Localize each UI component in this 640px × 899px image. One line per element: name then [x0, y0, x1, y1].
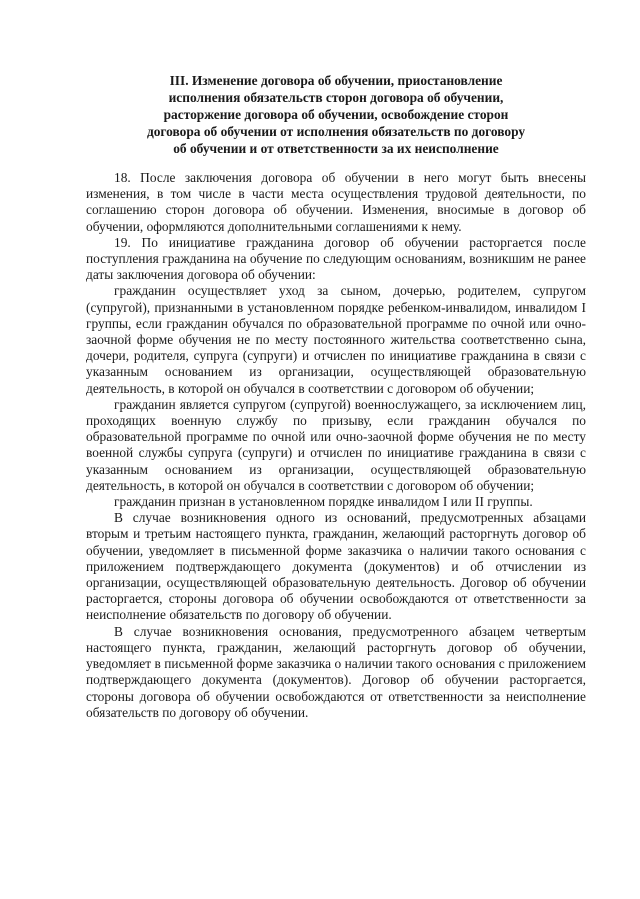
- title-line: исполнения обязательств сторон договора об обучении,: [168, 90, 504, 105]
- title-line: расторжение договора об обучении, освобождение сторон: [163, 107, 509, 122]
- paragraph-19-case-disability: гражданин признан в установленном порядке инвалидом I или II группы.: [114, 494, 533, 510]
- document-body: [86, 170, 586, 721]
- paragraph-19-case-spouse: гражданин является супругом (супругой) военнослужащего, за исключением лиц, проходящих военную службу по призыву, если гражданин обучался по образовательной программе по очной или очно-заочной форме обучения не по месту военной службы супруга (супруги) и отчислен по инициативе гражданина в связи с указанным основанием из организации, осуществляющей образовательную деятельность, в которой он обучался в соответствии с договором об обучении;: [86, 396, 586, 493]
- paragraph-19-case-care: гражданин осуществляет уход за сыном, дочерью, родителем, супругом (супругой), признанными в установленном порядке ребенком-инвалидом, инвалидом I группы, если гражданин обучался по образовательной программе по очной или очно-заочной форме обучения не по месту постоянного жительства соответственно сына, дочери, родителя, супруга (супруги) и отчислен по инициативе гражданина в связи с указанным основанием из организации, осуществляющей образовательную деятельность, в которой он обучался в соответствии с договором об обучении;: [86, 283, 586, 396]
- title-line: договора об обучении от исполнения обязательств по договору: [146, 124, 526, 139]
- paragraph-18: 18. После заключения договора об обучении в него могут быть внесены изменения, в том числе в части места осуществления трудовой деятельности, по соглашению сторон договора об обучении. Изменения, вносимые в договор об обучении, оформляются дополнительными соглашениями к нему.: [86, 170, 586, 234]
- paragraph-19-procedure-2: В случае возникновения основания, предусмотренного абзацем четвертым настоящего пункта, гражданин, желающий расторгнуть договор об обучении, уведомляет в письменной форме заказчика о наличии такого основания с приложением подтверждающего документа (документов). Договор об обучении расторгается, стороны договора об обучении освобождаются от ответственности за неисполнение обязательств по договору об обучении.: [86, 623, 586, 720]
- title-line: об обучении и от ответственности за их неисполнение: [173, 141, 499, 156]
- title-line: III. Изменение договора об обучении, приостановление: [169, 73, 503, 88]
- paragraph-19: 19. По инициативе гражданина договор об обучении расторгается после поступления гражданина на обучение по следующим основаниям, возникшим не ранее даты заключения договора об обучении:: [86, 234, 586, 283]
- section-title: [86, 72, 586, 157]
- paragraph-19-procedure-1: В случае возникновения одного из оснований, предусмотренных абзацами вторым и третьим настоящего пункта, гражданин, желающий расторгнуть договор об обучении, уведомляет в письменной форме заказчика о наличии такого основания с приложением подтверждающего документа (документов) и об отчислении из организации, осуществляющей образовательную деятельность. Договор об обучении расторгается, стороны договора об обучении освобождаются от ответственности за неисполнение обязательств по договору об обучении.: [86, 510, 586, 623]
